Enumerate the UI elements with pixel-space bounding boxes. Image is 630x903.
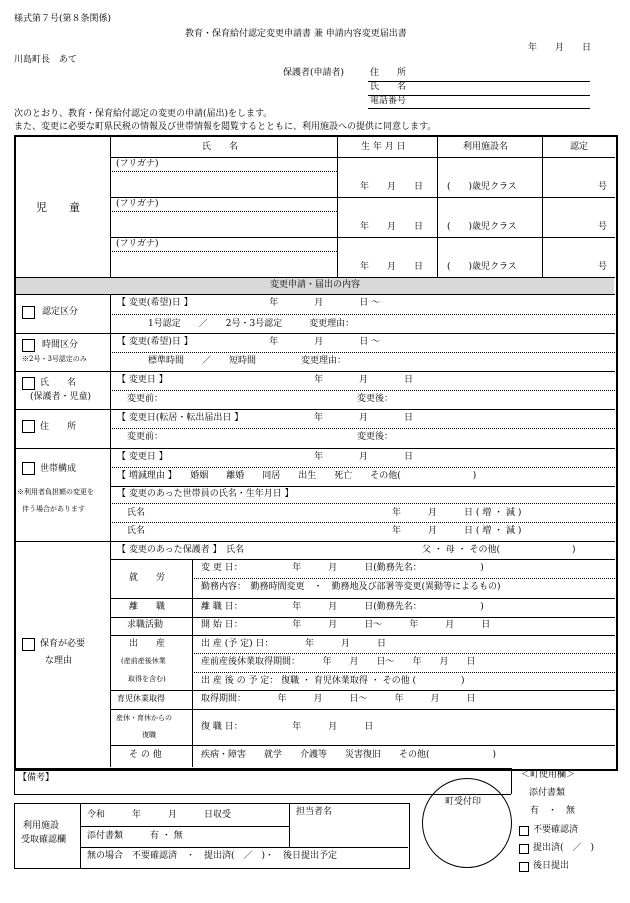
- jusho-date[interactable]: 年 月 日: [314, 413, 414, 423]
- sonota-label: そ の 他: [129, 750, 162, 760]
- jikan-checkbox[interactable]: [22, 339, 35, 352]
- child1-cert[interactable]: 号: [598, 182, 608, 192]
- setai-member2-name[interactable]: 氏名: [127, 526, 146, 536]
- town-opt2: 提出済( ／ ): [533, 843, 595, 853]
- facility-label-2: 受取確認欄: [21, 835, 67, 845]
- shussan-line2[interactable]: 産前産後休業取得期間： 年 月 日〜 年 月 日: [201, 657, 476, 667]
- child1-class[interactable]: ( )歳児クラス: [447, 182, 517, 192]
- rishoku-label: 離 職: [129, 602, 166, 612]
- shimei-date[interactable]: 年 月 日: [314, 375, 414, 385]
- nintei-checkbox[interactable]: [22, 306, 35, 319]
- ikukyu-label: 育児休業取得: [117, 694, 165, 703]
- child1-furigana[interactable]: (フリガナ): [116, 159, 159, 169]
- header-facility: 利用施設名: [463, 142, 509, 152]
- form-title: 教育・保育給付認定変更申請書 兼 申請内容変更届出書: [185, 29, 407, 39]
- kyushoku-line1[interactable]: 開 始 日： 年 月 日〜 年 月 日: [201, 620, 491, 630]
- jusho-label: 住 所: [40, 422, 77, 432]
- stamp-circle: [422, 778, 512, 868]
- sonota-line1[interactable]: 疾病・障害 就学 介護等 災害復旧 その他( ): [201, 750, 497, 760]
- applicant-address-label: 住 所: [370, 68, 407, 78]
- hoiku-checkbox[interactable]: [22, 638, 35, 651]
- shimei-before[interactable]: 変更前：: [127, 394, 164, 404]
- kyushoku-label: 求職活動: [127, 620, 164, 630]
- fukushoku-sub: 復職: [142, 731, 156, 739]
- shussan-sub-2: 取得を含む): [128, 675, 166, 683]
- applicant-label: 保護者(申請者): [283, 68, 345, 78]
- child2-furigana[interactable]: (フリガナ): [116, 199, 159, 209]
- applicant-phone-label: 電話番号: [370, 96, 407, 106]
- child2-class[interactable]: ( )歳児クラス: [447, 222, 517, 232]
- hoiku-label-1: 保育が必要: [40, 639, 86, 649]
- town-opt3: 後日提出: [533, 861, 570, 871]
- nintei-line2: 1号認定 ／ 2号・3号認定 変更理由：: [148, 319, 355, 329]
- setai-member1-date[interactable]: 年 月 日 ( 増 ・ 減 ): [392, 508, 522, 518]
- child2-dob[interactable]: 年 月 日: [360, 222, 424, 232]
- ikukyu-line1[interactable]: 取得期間： 年 月 日〜 年 月 日: [201, 694, 476, 704]
- shussan-line1[interactable]: 出 産 (予 定) 日： 年 月 日: [201, 639, 386, 649]
- jusho-change-date-label: 【 変更日(転居・転出届出日 】: [117, 413, 244, 423]
- child-label: 児 童: [36, 201, 80, 214]
- child3-furigana[interactable]: (フリガナ): [116, 239, 159, 249]
- jikan-label: 時間区分: [42, 340, 79, 350]
- header-dob: 生 年 月 日: [361, 142, 406, 152]
- setai-note-2: 伴う場合があります: [22, 505, 85, 513]
- town-use-title: ＜町使用欄＞: [521, 770, 576, 780]
- remarks-label: 【備考】: [18, 773, 55, 783]
- setai-member1-name[interactable]: 氏名: [127, 508, 146, 518]
- shussan-label: 出 産: [129, 639, 166, 649]
- nintei-label: 認定区分: [42, 307, 79, 317]
- jikan-note: ※2号・3号認定のみ: [22, 355, 87, 363]
- jikan-line2: 標準時間 ／ 短時間 変更理由：: [148, 356, 347, 366]
- jikan-line1: 【 変更(希望)日 】 年 月 日 〜: [117, 337, 381, 347]
- setai-checkbox[interactable]: [22, 462, 35, 475]
- hoiku-guardian-options[interactable]: 父 ・ 母 ・ その他( ): [422, 545, 576, 555]
- child3-class[interactable]: ( )歳児クラス: [447, 262, 517, 272]
- facility-attach[interactable]: 添付書類 有 ・ 無: [87, 831, 183, 841]
- child3-cert[interactable]: 号: [598, 262, 608, 272]
- fukushoku-line1[interactable]: 復 職 日： 年 月 日: [201, 722, 374, 732]
- shuro-line1[interactable]: 変 更 日： 年 月 日(勤務先名： ): [201, 563, 484, 573]
- fukushoku-label: 産休・育休からの: [116, 714, 172, 722]
- phone-line[interactable]: [368, 108, 590, 109]
- intro-text-2: また、変更に必要な町県民税の情報及び世帯情報を閲覧するとともに、利用施設への提供に同意します。: [14, 122, 437, 132]
- jusho-after[interactable]: 変更後：: [357, 432, 394, 442]
- facility-staff[interactable]: 担当者名: [296, 807, 333, 817]
- change-header: 変更申請・届出の内容: [269, 280, 360, 290]
- child3-dob[interactable]: 年 月 日: [360, 262, 424, 272]
- town-opt2-checkbox[interactable]: [519, 844, 529, 854]
- stamp-label: 町受付印: [445, 797, 482, 807]
- setai-date[interactable]: 年 月 日: [314, 452, 414, 462]
- setai-note-1: ※利用者負担額の変更を: [17, 488, 94, 496]
- setai-change-date-label: 【 変更日 】: [117, 452, 168, 462]
- shimei-label: 氏 名: [40, 378, 77, 388]
- setai-label: 世帯構成: [40, 464, 77, 474]
- shimei-sub: (保護者・児童): [30, 392, 92, 402]
- facility-label-1: 利用施設: [23, 821, 60, 831]
- town-opt1-checkbox[interactable]: [519, 826, 529, 836]
- shuro-label: 就 労: [129, 573, 166, 583]
- town-use-attach: 添付書類: [529, 788, 566, 798]
- shimei-checkbox[interactable]: [22, 377, 35, 390]
- nintei-line1: 【 変更(希望)日 】 年 月 日 〜: [117, 298, 381, 308]
- setai-reason[interactable]: 【 増減理由 】 婚姻 離婚 同居 出生 死亡 その他( ): [117, 471, 477, 481]
- shussan-sub-1: (産前産後休業: [121, 657, 166, 665]
- child1-dob[interactable]: 年 月 日: [360, 182, 424, 192]
- jusho-before[interactable]: 変更前：: [127, 432, 164, 442]
- shussan-line3[interactable]: 出 産 後 の 予 定： 復職 ・ 育児休業取得 ・ その他 ( ): [201, 676, 465, 686]
- rishoku-line1[interactable]: 離 職 日： 年 月 日(勤務先名： ): [201, 602, 484, 612]
- shimei-after[interactable]: 変更後：: [357, 394, 394, 404]
- intro-text-1: 次のとおり、教育・保育給付認定の変更の申請(届出)をします。: [14, 109, 273, 119]
- facility-received-date[interactable]: 令和 年 月 日収受: [87, 810, 232, 820]
- hoiku-guardian-label: 【 変更のあった保護者 】 氏名: [117, 545, 245, 555]
- town-use-yn[interactable]: 有 ・ 無: [530, 806, 576, 816]
- shuro-line2[interactable]: 勤務内容： 勤務時間変更 ・ 勤務地及び部署等変更(異動等によるもの): [201, 582, 501, 592]
- hoiku-label-2: な理由: [45, 656, 73, 666]
- town-opt1: 不要確認済: [533, 825, 579, 835]
- form-number: 様式第７号(第８条関係): [14, 14, 112, 24]
- shimei-change-date-label: 【 変更日 】: [117, 375, 168, 385]
- applicant-name-label: 氏 名: [370, 82, 407, 92]
- facility-none-options[interactable]: 無の場合 不要確認済 ・ 提出済( ／ )・ 後日提出予定: [87, 851, 338, 861]
- setai-members-header: 【 変更のあった世帯員の氏名・生年月日 】: [117, 489, 294, 499]
- town-opt3-checkbox[interactable]: [519, 862, 529, 872]
- header-name: 氏 名: [202, 142, 239, 152]
- setai-member2-date[interactable]: 年 月 日 ( 増 ・ 減 ): [392, 526, 522, 536]
- recipient: 川島町長 あて: [14, 55, 78, 65]
- date-field[interactable]: 年 月 日: [528, 43, 592, 53]
- header-cert: 認定: [570, 142, 589, 152]
- jusho-checkbox[interactable]: [22, 420, 35, 433]
- child2-cert[interactable]: 号: [598, 222, 608, 232]
